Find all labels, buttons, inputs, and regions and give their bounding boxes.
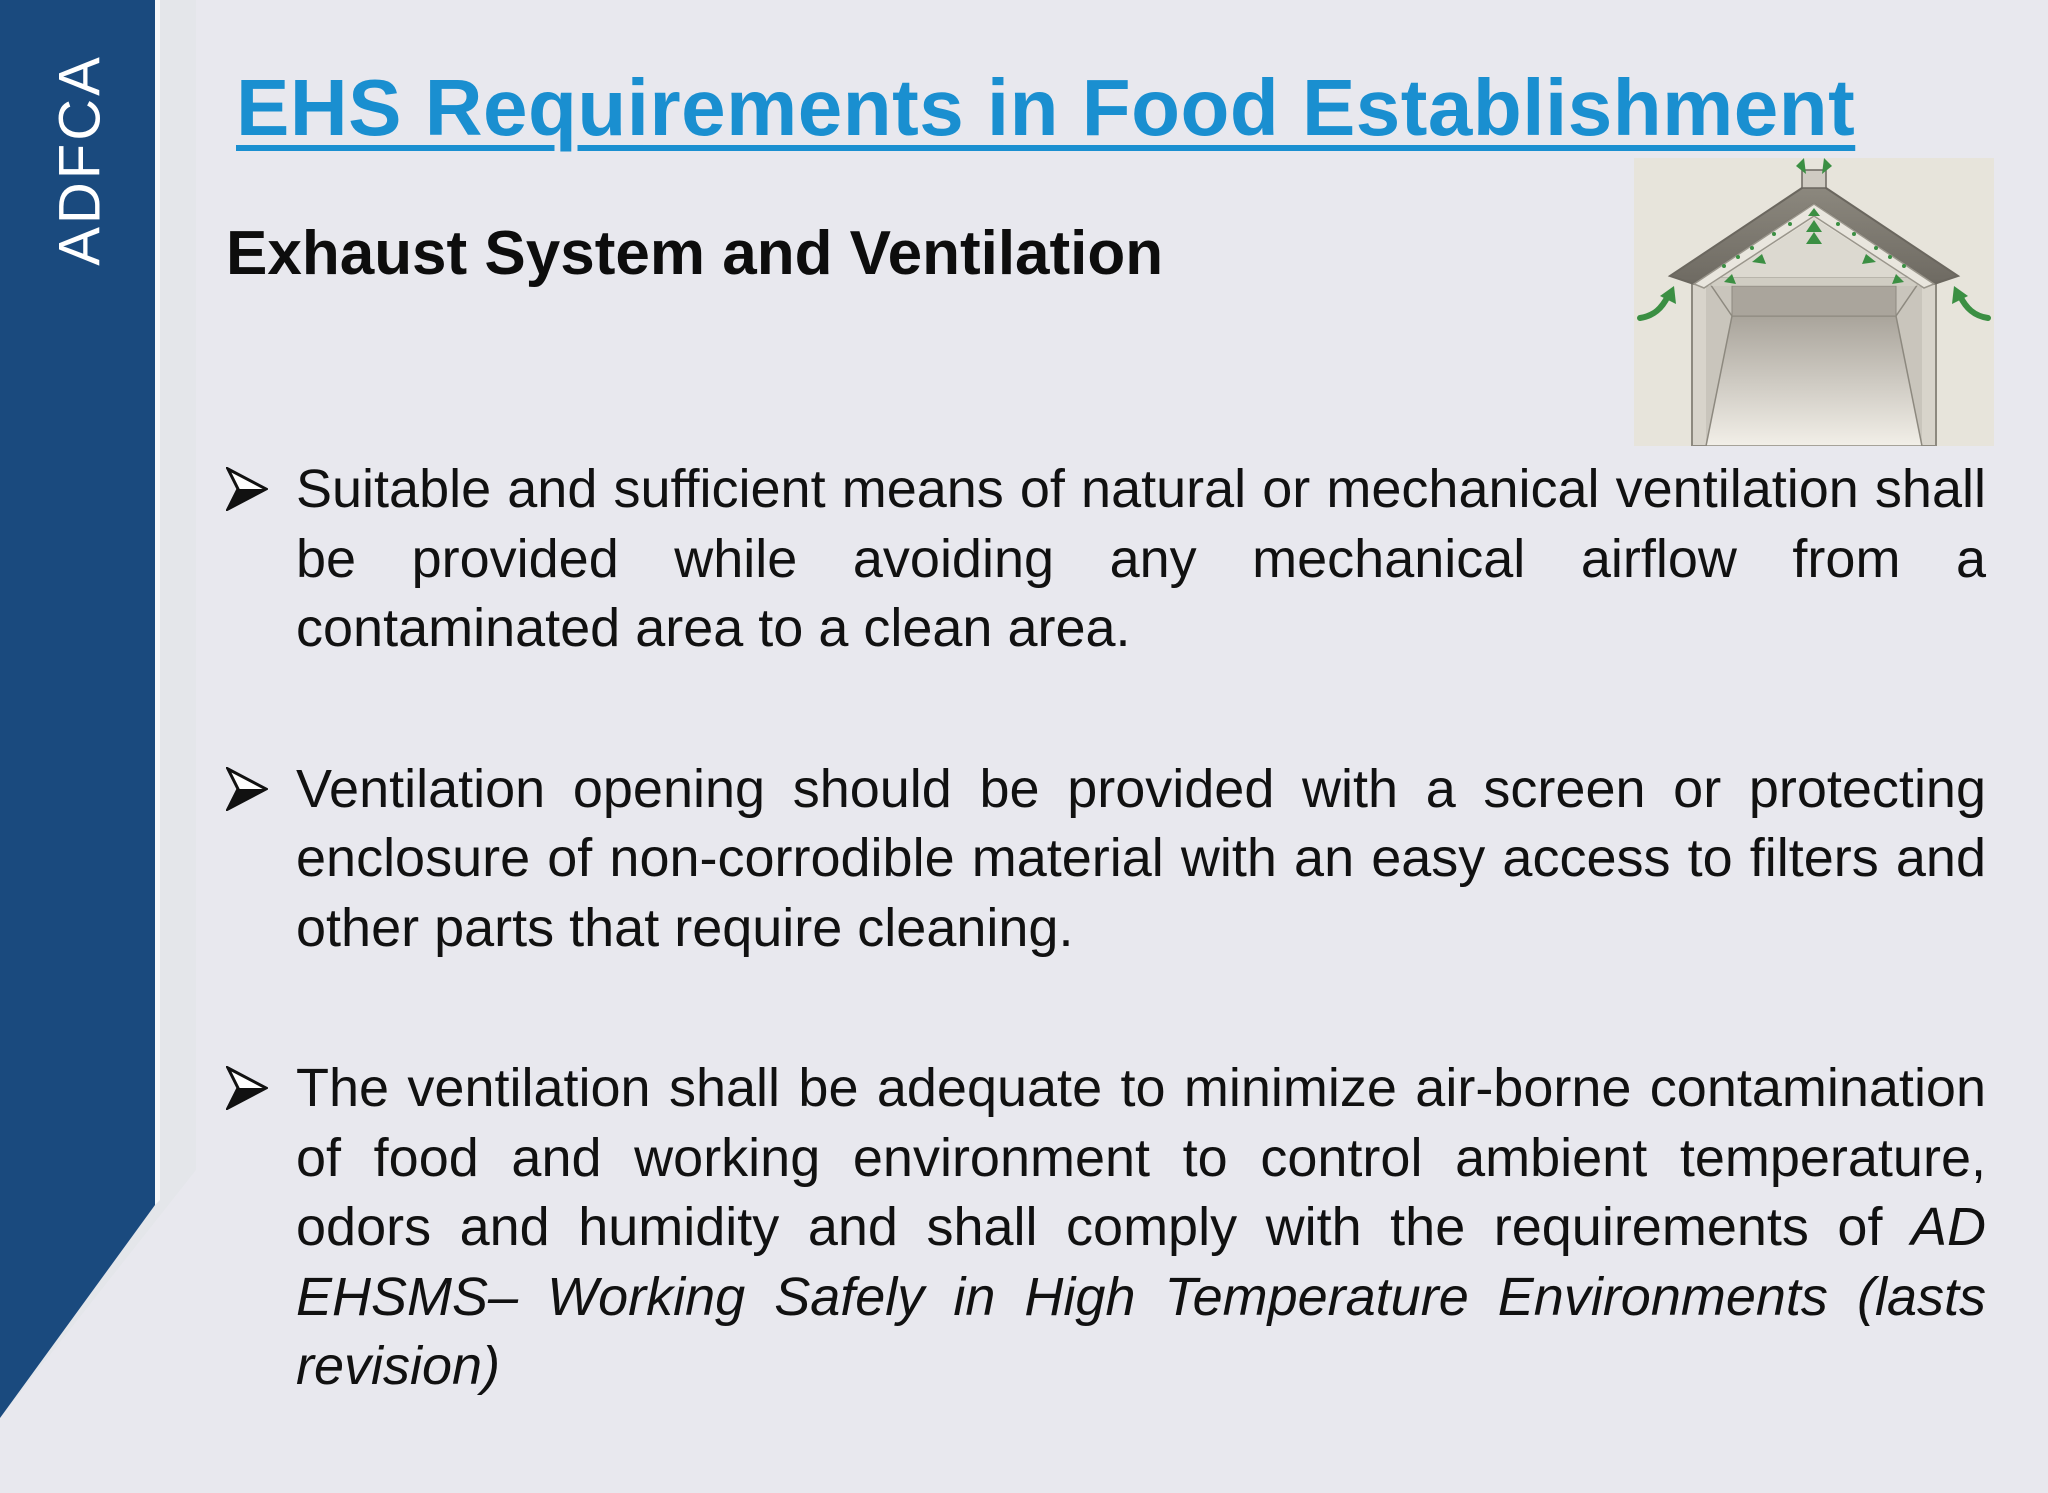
bullet-list <box>226 455 1986 1493</box>
bullet-item-2 <box>226 755 1986 964</box>
roof-ventilation-illustration <box>1634 158 1994 446</box>
arrowhead-bullet-icon <box>226 767 268 811</box>
bullet-text-2: Ventilation opening should be provided with a screen or protecting enclosure of non-corrodible material with an easy access to filters and other parts that require cleaning. <box>296 758 1986 958</box>
bullet-italic-reference: AD EHSMS– Working Safely in High Temperature Environments (lasts revision) <box>296 1197 1986 1396</box>
slide-title: EHS Requirements in Food Establishment <box>236 63 1856 152</box>
bullet-text-3: The ventilation shall be adequate to minimize air-borne contamination of food and working environment to control ambient temperature, odors and humidity and shall comply with the requirements of <box>296 1058 1986 1257</box>
bullet-text-1: Suitable and sufficient means of natural or mechanical ventilation shall be provided while avoiding any mechanical airflow from a contaminated area to a clean area. <box>296 459 1986 658</box>
bullet-item-1 <box>226 455 1986 664</box>
slide-subtitle: Exhaust System and Ventilation <box>226 219 1164 288</box>
brand-logo-text: ADFCA <box>47 54 113 266</box>
arrowhead-bullet-icon <box>226 467 268 511</box>
bullet-item-3 <box>226 1054 1986 1402</box>
arrowhead-bullet-icon <box>226 1066 268 1110</box>
sidebar-band <box>0 0 210 1418</box>
